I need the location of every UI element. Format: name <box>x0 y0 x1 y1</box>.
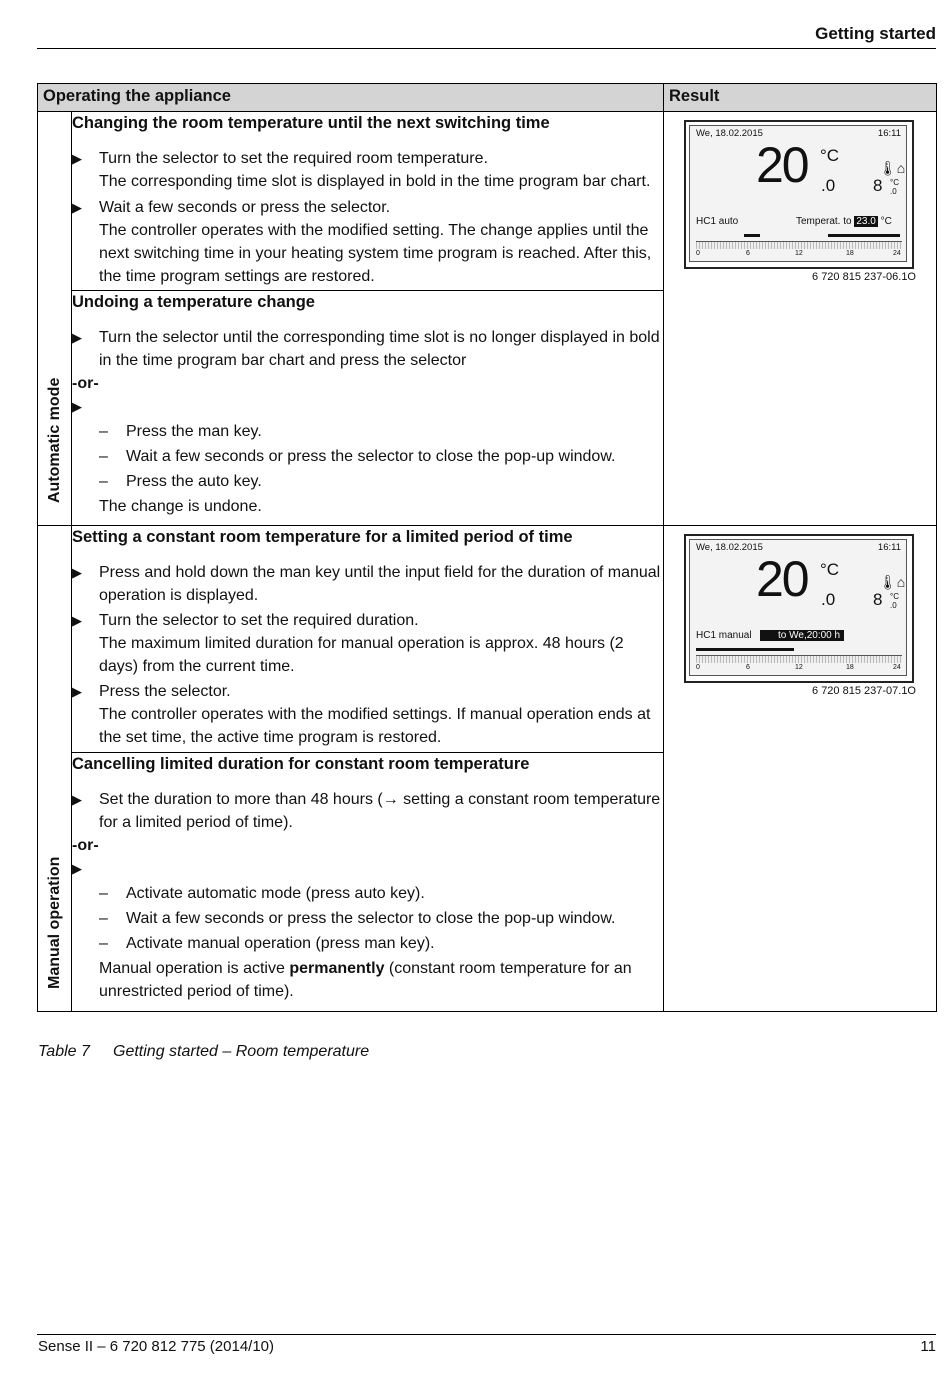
result-cell-manual <box>664 526 937 1012</box>
figure-id: 6 720 815 237-07.1O <box>812 685 916 697</box>
table-caption <box>38 1043 369 1061</box>
outdoor-house-icon: 🌡⌂ <box>879 574 906 590</box>
time-program-bar-chart <box>696 655 902 663</box>
display-manual-duration <box>760 630 844 641</box>
display-temp-value: 23.0 <box>856 216 876 227</box>
display-outdoor-temp: 8 <box>873 590 883 609</box>
tick-label: 0 <box>696 250 700 257</box>
figure-id: 6 720 815 237-06.1O <box>812 271 916 283</box>
time-axis <box>696 250 902 260</box>
time-slot-bar <box>828 234 900 237</box>
step-detail: The controller operates with the modified setting. The change applies until the next switching time in your heating system time program is reached. After this, the time program settings are restored. <box>99 222 652 285</box>
caption-text: Getting started – Room temperature <box>113 1043 370 1060</box>
display-room-temp: 20 <box>756 137 808 193</box>
sub-item: – Activate manual operation (press man key). <box>72 932 663 955</box>
display-unit: °C <box>820 560 840 579</box>
footer-rule <box>37 1334 936 1335</box>
display-mode: HC1 auto <box>696 216 739 227</box>
result-text <box>72 957 663 1003</box>
header-result: Result <box>664 84 937 112</box>
tick-label: 18 <box>846 664 854 671</box>
section-title: Changing the room temperature until the next switching time <box>72 114 550 132</box>
arrow-right-icon: ▶ <box>72 200 82 215</box>
display-date: We, 18.02.2015 <box>696 542 763 553</box>
section-set-constant-temp <box>72 526 664 753</box>
result-text-pre: Manual operation is active <box>99 960 290 977</box>
list-item <box>72 326 663 372</box>
display-room-temp: 20 <box>756 551 808 607</box>
arrow-right-icon: ▶ <box>72 330 82 345</box>
section-undo-change <box>72 291 664 526</box>
or-separator: -or- <box>72 375 99 392</box>
arrow-right-icon: ▶ <box>72 861 82 876</box>
display-temp-label: Temperat. to <box>796 216 852 227</box>
controller-display <box>684 120 914 269</box>
sub-item-text: Activate manual operation (press man key). <box>126 935 435 952</box>
result-cell-automatic <box>664 112 937 526</box>
group-label-cell <box>38 526 72 1012</box>
tick-label: 12 <box>795 250 803 257</box>
sub-item: – Press the auto key. <box>72 470 663 493</box>
section-cancel-limited <box>72 753 664 1012</box>
display-outdoor-temp: 8 <box>873 176 883 195</box>
header-operating: Operating the appliance <box>38 84 664 112</box>
display-room-temp-decimal: .0 <box>821 590 836 609</box>
step-detail: The controller operates with the modified settings. If manual operation ends at the set time, the active time program is restored. <box>99 706 651 746</box>
section-title: Cancelling limited duration for constant room temperature <box>72 755 530 773</box>
result-text-post: (constant room temperature for an unrestricted period of time). <box>99 960 632 1000</box>
sub-item: – Wait a few seconds or press the selector to close the pop-up window. <box>72 907 663 930</box>
step-detail: The maximum limited duration for manual operation is approx. 48 hours (2 days) from the current time. <box>99 635 624 675</box>
display-temp-setting <box>796 216 892 227</box>
page-number: 11 <box>920 1338 936 1355</box>
list-item <box>72 561 663 607</box>
header-rule <box>37 48 936 49</box>
arrow-right-icon: ▶ <box>72 399 82 414</box>
controller-display <box>684 534 914 683</box>
or-separator: -or- <box>72 837 99 854</box>
group-label-cell <box>38 112 72 526</box>
tick-label: 6 <box>746 664 750 671</box>
caption-number: Table 7 <box>38 1043 90 1060</box>
list-item <box>72 857 663 880</box>
display-outdoor-decimal: .0 <box>890 601 897 610</box>
step-text: Wait a few seconds or press the selector. <box>99 199 391 216</box>
sub-item-text: Press the auto key. <box>126 473 262 490</box>
display-time: 16:11 <box>877 128 901 139</box>
time-axis <box>696 664 902 674</box>
sub-item-text: Activate automatic mode (press auto key). <box>126 885 425 902</box>
sub-item-text: Wait a few seconds or press the selector to close the pop-up window. <box>126 910 616 927</box>
list-item <box>72 196 663 288</box>
display-time: 16:11 <box>877 542 901 553</box>
step-text: Turn the selector to set the required room temperature. <box>99 150 488 167</box>
step-text: Set the duration to more than 48 hours (→ setting a constant room temperature for a limited period of time). <box>99 791 661 831</box>
instructions-table <box>37 83 937 1012</box>
sub-item-text: Wait a few seconds or press the selector to close the pop-up window. <box>126 448 616 465</box>
section-title: Undoing a temperature change <box>72 293 315 311</box>
display-temp-unit: °C <box>880 216 892 227</box>
sub-item: – Activate automatic mode (press auto key). <box>72 882 663 905</box>
group-label-automatic: Automatic mode <box>45 377 63 503</box>
tick-label: 12 <box>795 664 803 671</box>
arrow-right-icon: ▶ <box>72 613 82 628</box>
display-mode: HC1 manual <box>696 630 752 641</box>
list-item <box>72 609 663 678</box>
step-detail: The corresponding time slot is displayed in bold in the time program bar chart. <box>99 173 651 190</box>
table-header-row <box>38 84 937 112</box>
result-text-bold: permanently <box>289 960 385 977</box>
time-program-bar-chart <box>696 241 902 249</box>
tick-label: 18 <box>846 250 854 257</box>
footer-doc-id: Sense II – 6 720 812 775 (2014/10) <box>38 1338 275 1355</box>
sub-item-text: Press the man key. <box>126 423 262 440</box>
tick-label: 6 <box>746 250 750 257</box>
list-item <box>72 395 663 418</box>
arrow-right-icon: ▶ <box>72 684 82 699</box>
list-item <box>72 788 663 834</box>
step-text: Press the selector. <box>99 683 231 700</box>
table-row <box>38 112 937 291</box>
display-room-temp-decimal: .0 <box>821 176 836 195</box>
display-outdoor-unit: °C <box>890 592 899 601</box>
step-text: Turn the selector to set the required duration. <box>99 612 419 629</box>
section-change-temp <box>72 112 664 291</box>
list-item <box>72 147 663 193</box>
step-text: Turn the selector until the corresponding time slot is no longer displayed in bold in the time program bar chart and press the selector <box>99 329 660 369</box>
list-item <box>72 680 663 749</box>
tick-label: 0 <box>696 664 700 671</box>
sub-item: – Press the man key. <box>72 420 663 443</box>
time-slot-bar <box>696 648 794 651</box>
tick-label: 24 <box>893 250 901 257</box>
result-text: The change is undone. <box>99 498 262 515</box>
group-label-manual: Manual operation <box>45 856 63 989</box>
sub-item: – Wait a few seconds or press the selector to close the pop-up window. <box>72 445 663 468</box>
running-header: Getting started <box>815 24 936 43</box>
arrow-right-icon: ▶ <box>72 151 82 166</box>
display-duration-value: to We,20:00 h <box>760 630 844 641</box>
arrow-right-icon: ▶ <box>72 565 82 580</box>
arrow-right-icon: ▶ <box>72 792 82 807</box>
tick-label: 24 <box>893 664 901 671</box>
display-unit: °C <box>820 146 840 165</box>
section-title: Setting a constant room temperature for a limited period of time <box>72 528 573 546</box>
outdoor-house-icon: 🌡⌂ <box>879 160 906 176</box>
table-row <box>38 526 937 753</box>
display-outdoor-decimal: .0 <box>890 187 897 196</box>
display-outdoor-unit: °C <box>890 178 899 187</box>
step-text: Press and hold down the man key until the input field for the duration of manual operation is displayed. <box>99 564 661 604</box>
display-date: We, 18.02.2015 <box>696 128 763 139</box>
time-slot-bar <box>744 234 760 237</box>
